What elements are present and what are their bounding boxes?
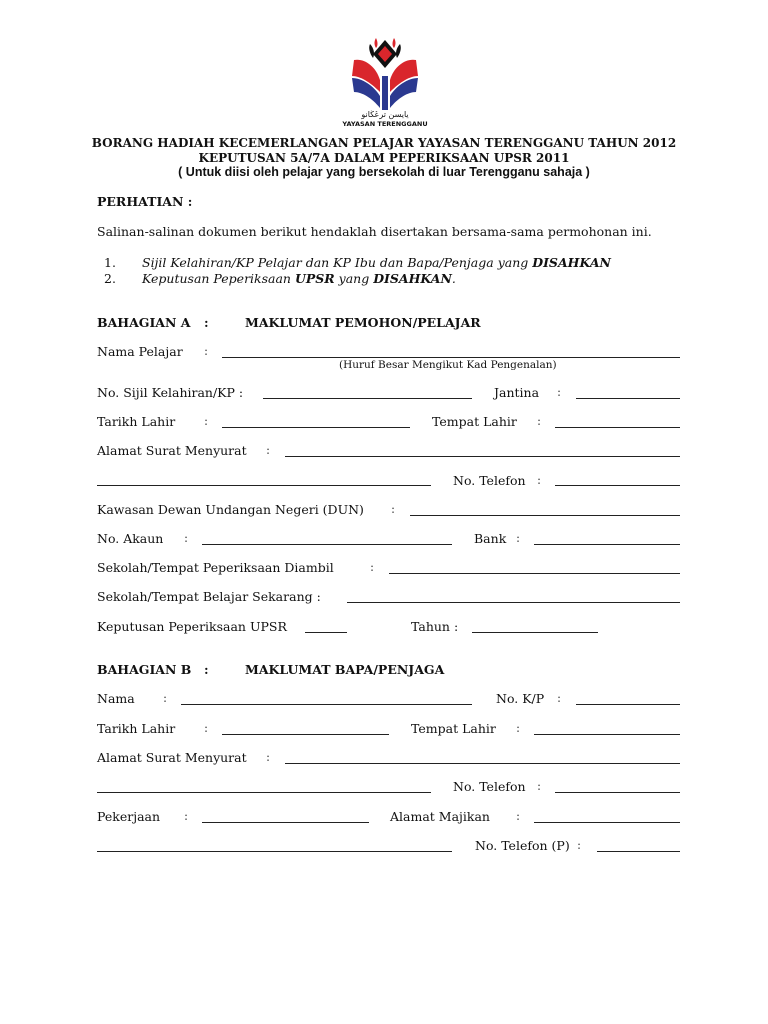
colon: : xyxy=(184,531,189,545)
colon: : xyxy=(537,414,542,428)
colon: : xyxy=(370,560,375,574)
colon: : xyxy=(204,721,209,735)
colon: : xyxy=(391,502,396,516)
colon: : xyxy=(577,838,582,852)
sijil-field[interactable] xyxy=(263,398,472,399)
colon: : xyxy=(537,473,542,487)
tempat-lahir-field[interactable] xyxy=(555,427,680,428)
telefon-bapa-label: No. Telefon xyxy=(453,779,526,794)
dun-label: Kawasan Dewan Undangan Negeri (DUN) xyxy=(97,502,364,517)
colon: : xyxy=(204,414,209,428)
logo xyxy=(340,36,430,128)
telefon-label: No. Telefon xyxy=(453,473,526,488)
nama-pelajar-field[interactable] xyxy=(222,357,680,358)
colon: : xyxy=(516,721,521,735)
sekolah-diambil-label: Sekolah/Tempat Peperiksaan Diambil xyxy=(97,560,334,575)
dun-field[interactable] xyxy=(410,515,680,516)
form-note: ( Untuk diisi oleh pelajar yang bersekolah di luar Terengganu sahaja ) xyxy=(178,165,590,179)
alamat-field-line-2[interactable] xyxy=(97,485,431,486)
logo-label: YAYASAN TERENGGANU xyxy=(342,120,428,128)
jantina-field[interactable] xyxy=(576,398,680,399)
tempat-lahir-bapa-label: Tempat Lahir xyxy=(411,721,496,736)
tarikh-lahir-bapa-label: Tarikh Lahir xyxy=(97,721,176,736)
akaun-field[interactable] xyxy=(202,544,452,545)
notice-item-number: 1. xyxy=(104,255,116,270)
telefon-bapa-field[interactable] xyxy=(555,792,680,793)
section-b-colon: : xyxy=(204,662,209,677)
pekerjaan-field[interactable] xyxy=(202,822,369,823)
alamat-field[interactable] xyxy=(285,456,680,457)
tarikh-lahir-field[interactable] xyxy=(222,427,410,428)
tarikh-lahir-label: Tarikh Lahir xyxy=(97,414,176,429)
colon: : xyxy=(516,531,521,545)
telefon-field[interactable] xyxy=(555,485,680,486)
colon: : xyxy=(557,385,562,399)
majikan-field-line-2[interactable] xyxy=(97,851,452,852)
bank-field[interactable] xyxy=(534,544,680,545)
keputusan-label: Keputusan Peperiksaan UPSR xyxy=(97,619,287,634)
kp-field[interactable] xyxy=(576,704,680,705)
notice-title: PERHATIAN : xyxy=(97,194,193,209)
akaun-label: No. Akaun xyxy=(97,531,164,546)
nama-bapa-label: Nama xyxy=(97,691,135,706)
alamat-bapa-field-line-2[interactable] xyxy=(97,792,431,793)
keputusan-field[interactable] xyxy=(305,632,347,633)
sekolah-sekarang-field[interactable] xyxy=(347,602,680,603)
nama-bapa-field[interactable] xyxy=(181,704,472,705)
nama-pelajar-label: Nama Pelajar xyxy=(97,344,183,359)
alamat-bapa-label: Alamat Surat Menyurat xyxy=(97,750,247,765)
section-a-title: MAKLUMAT PEMOHON/PELAJAR xyxy=(245,315,481,330)
majikan-field[interactable] xyxy=(534,822,680,823)
nama-pelajar-note: (Huruf Besar Mengikut Kad Pengenalan) xyxy=(339,359,557,371)
form-title: BORANG HADIAH KECEMERLANGAN PELAJAR YAYASAN TERENGGANU TAHUN 2012 xyxy=(91,136,677,150)
kp-label: No. K/P xyxy=(496,691,545,706)
form-subtitle: KEPUTUSAN 5A/7A DALAM PEPERIKSAAN UPSR 2011 xyxy=(198,151,570,165)
notice-item: Sijil Kelahiran/KP Pelajar dan KP Ibu dan Bapa/Penjaga yang DISAHKAN xyxy=(142,255,611,270)
notice-item: Keputusan Peperiksaan UPSR yang DISAHKAN. xyxy=(142,271,456,286)
telefon-pejabat-field[interactable] xyxy=(597,851,680,852)
colon: : xyxy=(266,750,271,764)
colon: : xyxy=(204,344,209,358)
section-b-title: MAKLUMAT BAPA/PENJAGA xyxy=(245,662,445,677)
logo-emblem-icon xyxy=(340,36,430,112)
colon: : xyxy=(266,443,271,457)
bank-label: Bank xyxy=(474,531,507,546)
alamat-label: Alamat Surat Menyurat xyxy=(97,443,247,458)
jantina-label: Jantina xyxy=(494,385,540,400)
colon: : xyxy=(163,691,168,705)
colon: : xyxy=(557,691,562,705)
section-a-colon: : xyxy=(204,315,209,330)
notice-item-number: 2. xyxy=(104,271,116,286)
alamat-bapa-field[interactable] xyxy=(285,763,680,764)
sekolah-diambil-field[interactable] xyxy=(389,573,680,574)
colon: : xyxy=(516,809,521,823)
tempat-lahir-bapa-field[interactable] xyxy=(534,734,680,735)
section-b-label: BAHAGIAN B xyxy=(97,662,192,677)
colon: : xyxy=(184,809,189,823)
colon: : xyxy=(537,779,542,793)
tahun-field[interactable] xyxy=(472,632,598,633)
sekolah-sekarang-label: Sekolah/Tempat Belajar Sekarang : xyxy=(97,589,321,604)
sijil-label: No. Sijil Kelahiran/KP : xyxy=(97,385,244,400)
logo-arabic-text: يايسن ترڠڬانو xyxy=(361,110,409,119)
majikan-label: Alamat Majikan xyxy=(390,809,490,824)
section-a-label: BAHAGIAN A xyxy=(97,315,191,330)
notice-intro: Salinan-salinan dokumen berikut hendaklah disertakan bersama-sama permohonan ini. xyxy=(97,224,652,239)
tarikh-lahir-bapa-field[interactable] xyxy=(222,734,389,735)
telefon-pejabat-label: No. Telefon (P) xyxy=(475,838,570,853)
tempat-lahir-label: Tempat Lahir xyxy=(432,414,517,429)
tahun-label: Tahun : xyxy=(411,619,459,634)
pekerjaan-label: Pekerjaan xyxy=(97,809,161,824)
